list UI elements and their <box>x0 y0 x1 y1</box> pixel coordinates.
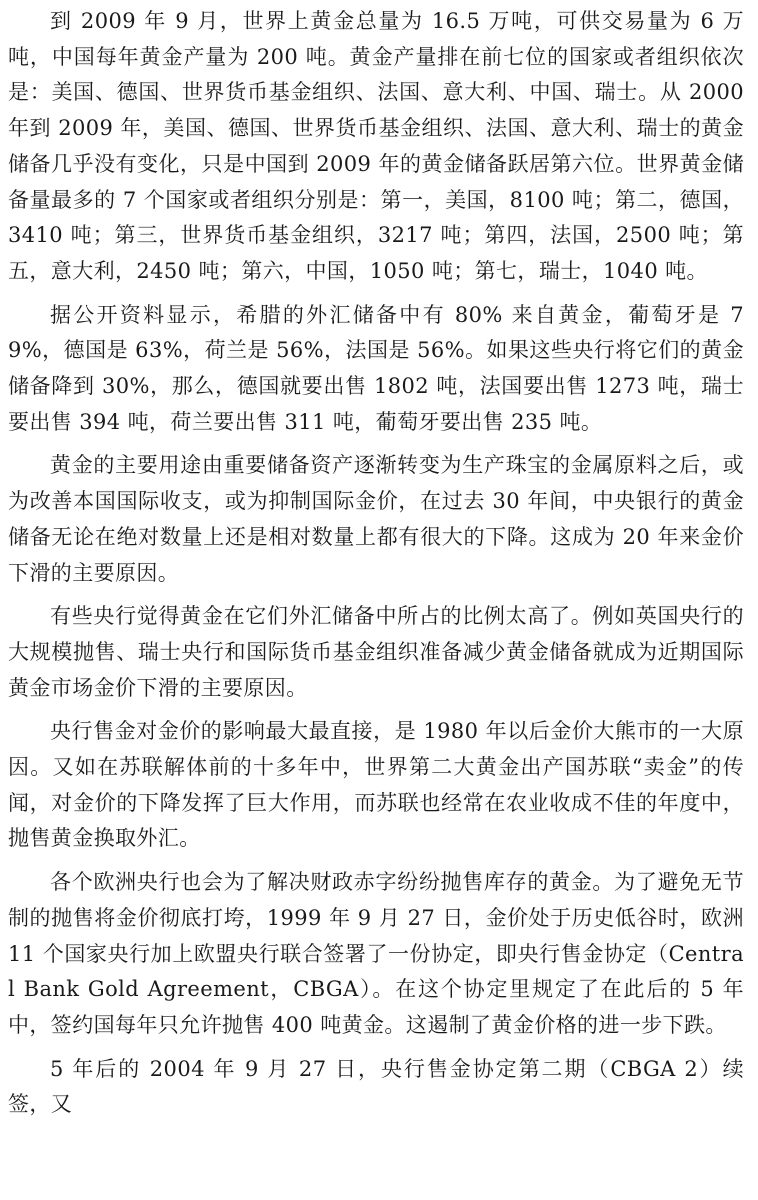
paragraph-gold-reserves-ranking: 到 2009 年 9 月，世界上黄金总量为 16.5 万吨，可供交易量为 6 万吨，中国每年黄金产量为 200 吨。黄金产量排在前七位的国家或者组织依次是：美国、德国、世界货币基金组织、法国、意大利、中国、瑞士。从 2000 年到 2009 年，美国、德国、世界货币基金组织、法国、意大利、瑞士的黄金储备几乎没有变化，只是中国到 2009 年的黄金储备跃居第六位。世界黄金储备量最多的 7 个国家或者组织分别是：第一，美国，8100 吨；第二，德国，3410 吨；第三，世界货币基金组织，3217 吨；第四，法国，2500 吨；第五，意大利，2450 吨；第六，中国，1050 吨；第七，瑞士，1040 吨。 <box>8 9 744 283</box>
paragraph-cbga: 各个欧洲央行也会为了解决财政赤字纷纷抛售库存的黄金。为了避免无节制的抛售将金价彻底打垮，1999 年 9 月 27 日，金价处于历史低谷时，欧洲 11 个国家央行加上欧盟央行联合签署了一份协定，即央行售金协定（Central Bank Gold Agreement，CBGA）。在这个协定里规定了在此后的 5 年中，签约国每年只允许抛售 400 吨黄金。这遏制了黄金价格的进一步下跌。 <box>8 870 744 1037</box>
paragraph-forex-share: 据公开资料显示，希腊的外汇储备中有 80% 来自黄金，葡萄牙是 79%，德国是 63%，荷兰是 56%，法国是 56%。如果这些央行将它们的黄金储备降到 30%，那么，德国就要出售 1802 吨，法国要出售 1273 吨，瑞士要出售 394 吨，荷兰要出售 311 吨，葡萄牙要出售 235 吨。 <box>8 302 744 434</box>
paragraph-cbga2: 5 年后的 2004 年 9 月 27 日，央行售金协定第二期（CBGA 2）续签，又 <box>8 1056 744 1117</box>
paragraph-price-impact: 央行售金对金价的影响最大最直接，是 1980 年以后金价大熊市的一大原因。又如在苏联解体前的十多年中，世界第二大黄金出产国苏联“卖金”的传闻，对金价的下降发挥了巨大作用，而苏联也经常在农业收成不佳的年度中，抛售黄金换取外汇。 <box>8 719 744 851</box>
paragraph-reserve-decline: 黄金的主要用途由重要储备资产逐渐转变为生产珠宝的金属原料之后，或为改善本国国际收支，或为抑制国际金价，在过去 30 年间，中央银行的黄金储备无论在绝对数量上还是相对数量上都有很大的下降。这成为 20 年来金价下滑的主要原因。 <box>8 453 744 585</box>
paragraph-central-bank-selling: 有些央行觉得黄金在它们外汇储备中所占的比例太高了。例如英国央行的大规模抛售、瑞士央行和国际货币基金组织准备减少黄金储备就成为近期国际黄金市场金价下滑的主要原因。 <box>8 604 744 700</box>
